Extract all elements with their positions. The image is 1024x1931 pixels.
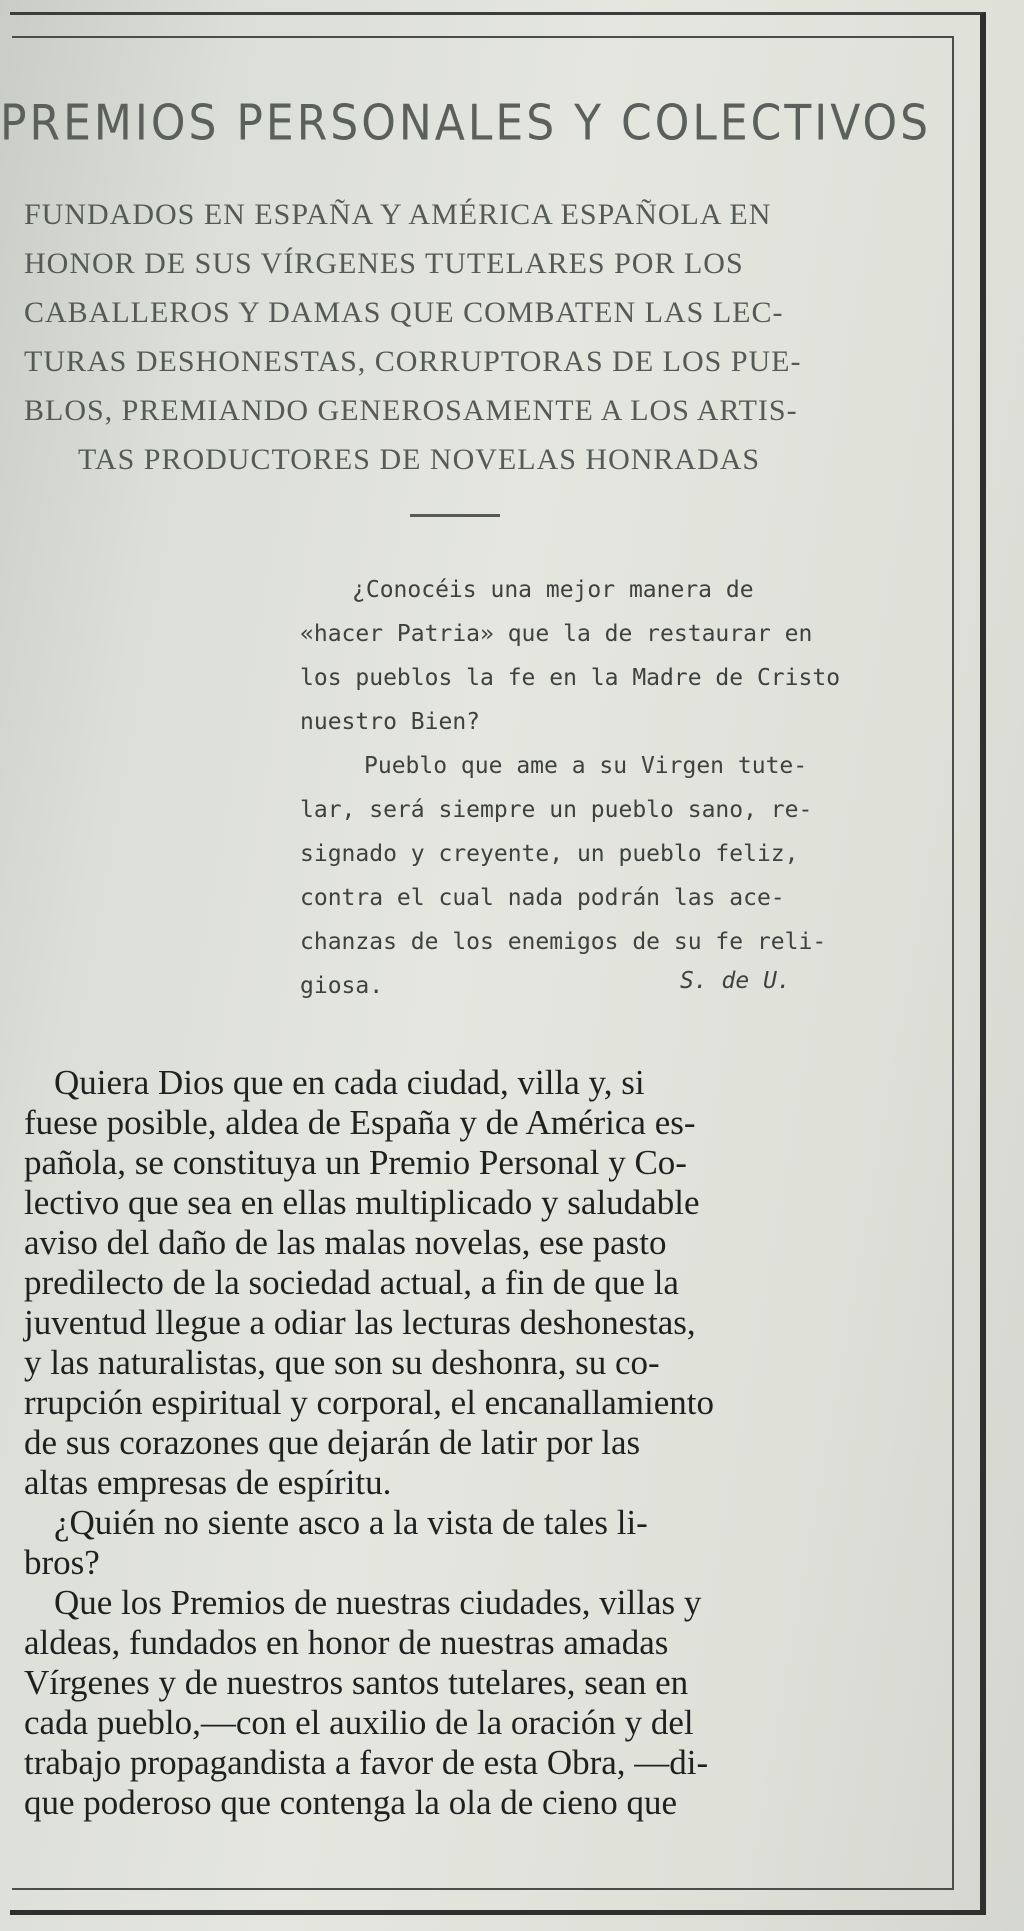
text-line: «hacer Patria» que la de restaurar en xyxy=(300,621,813,647)
body-paragraph xyxy=(24,1063,904,1503)
text-line: Pueblo que ame a su Virgen tute- xyxy=(364,753,808,779)
body-text xyxy=(24,1063,904,1823)
text-line: que poderoso que contenga la ola de cieno que xyxy=(24,1783,678,1822)
text-line: aviso del daño de las malas novelas, ese pasto xyxy=(24,1223,667,1262)
text-line: lectivo que sea en ellas multiplicado y saludable xyxy=(24,1183,700,1222)
text-line: de sus corazones que dejarán de latir por las xyxy=(24,1423,641,1462)
section-divider xyxy=(410,514,500,517)
subtitle-line: TAS PRODUCTORES DE NOVELAS HONRADAS xyxy=(78,443,761,476)
subtitle-line: BLOS, PREMIANDO GENEROSAMENTE A LOS ARTIS- xyxy=(24,394,798,427)
text-line: los pueblos la fe en la Madre de Cristo xyxy=(300,665,841,691)
subtitle-line: TURAS DESHONESTAS, CORRUPTORAS DE LOS PUE- xyxy=(24,345,802,378)
body-paragraph xyxy=(24,1503,904,1583)
text-line: lar, será siempre un pueblo sano, re- xyxy=(300,797,813,823)
text-line: fuese posible, aldea de España y de América es- xyxy=(24,1103,696,1142)
text-line: contra el cual nada podrán las ace- xyxy=(300,885,785,911)
text-line: chanzas de los enemigos de su fe reli- xyxy=(300,929,827,955)
epigraph-paragraph xyxy=(300,744,910,1008)
subtitle xyxy=(24,190,904,484)
body-paragraph xyxy=(24,1583,904,1823)
text-line: giosa. xyxy=(300,973,384,999)
text-line: aldeas, fundados en honor de nuestras amadas xyxy=(24,1623,669,1662)
text-line: rrupción espiritual y corporal, el encanallamiento xyxy=(24,1383,715,1422)
text-line: ¿Quién no siente asco a la vista de tales li- xyxy=(54,1503,648,1542)
subtitle-line: HONOR DE SUS VÍRGENES TUTELARES POR LOS xyxy=(24,247,744,280)
epigraph-paragraph xyxy=(300,568,910,744)
text-line: nuestro Bien? xyxy=(300,709,481,735)
text-line: signado y creyente, un pueblo feliz, xyxy=(300,841,799,867)
text-line: Que los Premios de nuestras ciudades, villas y xyxy=(54,1583,702,1622)
text-line: ¿Conocéis una mejor manera de xyxy=(352,577,754,603)
text-line: altas empresas de espíritu. xyxy=(24,1463,392,1502)
text-line: pañola, se constituya un Premio Personal y Co- xyxy=(24,1143,687,1182)
text-line: trabajo propagandista a favor de esta Obra, —di- xyxy=(24,1743,709,1782)
epigraph-signature: S. de U. xyxy=(680,968,791,994)
text-line: Quiera Dios que en cada ciudad, villa y, si xyxy=(54,1063,645,1102)
subtitle-line: FUNDADOS EN ESPAÑA Y AMÉRICA ESPAÑOLA EN xyxy=(24,198,772,231)
page-title: PREMIOS PERSONALES Y COLECTIVOS xyxy=(0,94,932,153)
text-line: predilecto de la sociedad actual, a fin de que la xyxy=(24,1263,679,1302)
epigraph xyxy=(300,568,910,1008)
text-line: juventud llegue a odiar las lecturas deshonestas, xyxy=(24,1303,696,1342)
subtitle-line: CABALLEROS Y DAMAS QUE COMBATEN LAS LEC- xyxy=(24,296,784,329)
text-line: y las naturalistas, que son su deshonra, su co- xyxy=(24,1343,660,1382)
text-line: bros? xyxy=(24,1543,100,1582)
text-line: cada pueblo,—con el auxilio de la oración y del xyxy=(24,1703,694,1742)
text-line: Vírgenes y de nuestros santos tutelares, sean en xyxy=(24,1663,689,1702)
